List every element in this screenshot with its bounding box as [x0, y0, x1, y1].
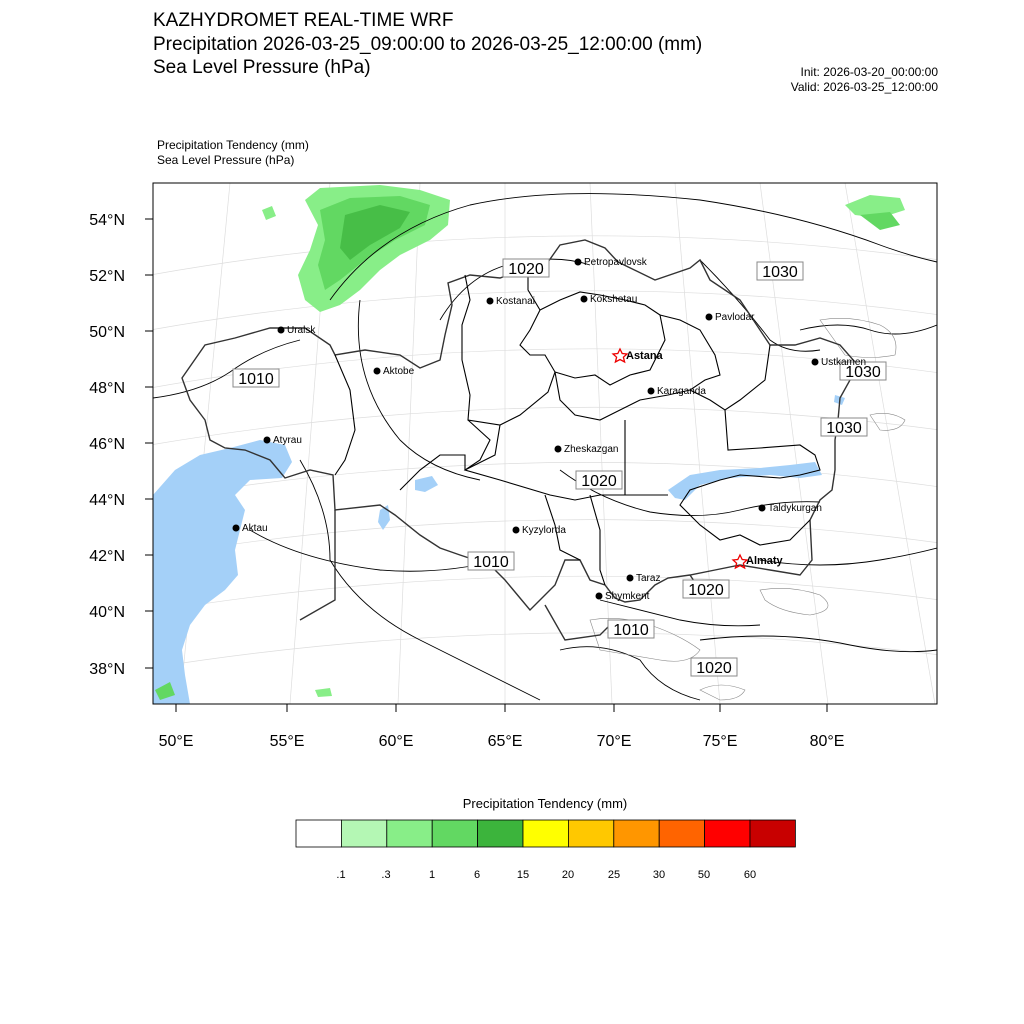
colorbar-box	[387, 820, 432, 847]
svg-text:Taraz: Taraz	[636, 573, 661, 584]
colorbar-box	[705, 820, 750, 847]
isobar-label	[821, 418, 867, 437]
svg-text:Ustkamen: Ustkamen	[821, 357, 867, 368]
lat-label: 48°N	[89, 380, 125, 397]
chart-title-line2: Precipitation 2026-03-25_09:00:00 to 2026-03-25_12:00:00 (mm)	[153, 34, 703, 55]
svg-text:1010: 1010	[473, 554, 509, 571]
lon-label: 80°E	[809, 733, 845, 750]
isobar-label	[691, 658, 737, 677]
colorbar-box	[614, 820, 659, 847]
lat-label: 40°N	[89, 604, 125, 621]
lat-label: 44°N	[89, 492, 125, 509]
lon-label: 60°E	[378, 733, 414, 750]
colorbar-label: 25	[607, 869, 621, 881]
svg-text:Shymkent: Shymkent	[605, 591, 650, 602]
svg-text:Karaganda: Karaganda	[657, 386, 706, 397]
city-taldykurgan	[759, 503, 822, 514]
init-time: Init: 2026-03-20_00:00:00	[800, 65, 938, 79]
svg-text:1020: 1020	[581, 473, 617, 490]
latitude-labels	[89, 212, 125, 678]
valid-time: Valid: 2026-03-25_12:00:00	[790, 80, 938, 94]
city-petropavlovsk	[575, 257, 648, 268]
svg-text:Zheskazgan: Zheskazgan	[564, 444, 619, 455]
chart-title-line3: Sea Level Pressure (hPa)	[153, 57, 371, 78]
lon-label: 50°E	[158, 733, 194, 750]
colorbar-box	[296, 820, 341, 847]
lat-label: 50°N	[89, 324, 125, 341]
colorbar-label: 6	[473, 869, 481, 881]
colorbar-box	[432, 820, 477, 847]
lat-label: 38°N	[89, 661, 125, 678]
svg-text:Atyrau: Atyrau	[273, 435, 302, 446]
svg-text:1030: 1030	[845, 364, 881, 381]
svg-text:1030: 1030	[826, 420, 862, 437]
svg-text:Petropavlovsk: Petropavlovsk	[584, 257, 647, 268]
svg-text:Kokshetau: Kokshetau	[590, 294, 638, 305]
colorbar-label: 50	[697, 869, 711, 881]
colorbar-label: 15	[516, 869, 530, 881]
colorbar-box	[478, 820, 523, 847]
isobar-label	[757, 262, 803, 281]
colorbar-box	[341, 820, 386, 847]
lat-label: 54°N	[89, 212, 125, 229]
colorbar-label: 1	[428, 869, 436, 881]
colorbar-label: .3	[381, 869, 391, 881]
colorbar-label: 20	[561, 869, 575, 881]
svg-text:Kostanai: Kostanai	[496, 296, 535, 307]
colorbar-boxes	[296, 820, 795, 847]
svg-text:1020: 1020	[696, 660, 732, 677]
colorbar-box	[750, 820, 795, 847]
colorbar-labels	[336, 869, 756, 881]
svg-text:Pavlodar: Pavlodar	[715, 312, 755, 323]
isobar-label	[576, 471, 622, 490]
svg-text:1020: 1020	[508, 261, 544, 278]
lon-label: 65°E	[487, 733, 523, 750]
longitude-labels	[159, 733, 845, 750]
svg-text:Aktobe: Aktobe	[383, 366, 415, 377]
svg-text:Astana: Astana	[626, 350, 663, 362]
city-karaganda	[648, 386, 707, 397]
svg-text:Almaty: Almaty	[746, 555, 783, 567]
svg-text:Kyzylorda: Kyzylorda	[522, 525, 566, 536]
colorbar-box	[568, 820, 613, 847]
lat-label: 42°N	[89, 548, 125, 565]
isobar-label	[683, 580, 729, 599]
svg-text:1010: 1010	[613, 622, 649, 639]
svg-text:1020: 1020	[688, 582, 724, 599]
lon-label: 55°E	[269, 733, 305, 750]
svg-text:Aktau: Aktau	[242, 523, 268, 534]
lat-label: 46°N	[89, 436, 125, 453]
map-subtitle-line1: Precipitation Tendency (mm)	[157, 138, 309, 152]
colorbar-title: Precipitation Tendency (mm)	[462, 796, 628, 811]
colorbar-box	[659, 820, 704, 847]
isobar-label	[233, 369, 279, 388]
city-zheskazgan	[555, 444, 619, 455]
colorbar-box	[523, 820, 568, 847]
isobar-label	[503, 259, 549, 278]
isobar-label	[608, 620, 654, 639]
isobar-label	[468, 552, 514, 571]
colorbar-label: 60	[743, 869, 757, 881]
lon-label: 70°E	[596, 733, 632, 750]
colorbar-label: .1	[336, 869, 346, 881]
lat-label: 52°N	[89, 268, 125, 285]
colorbar-label: 30	[652, 869, 666, 881]
svg-text:Uralsk: Uralsk	[287, 325, 316, 336]
svg-text:1010: 1010	[238, 371, 274, 388]
colorbar	[296, 796, 795, 881]
chart-title-line1: KAZHYDROMET REAL-TIME WRF	[153, 10, 454, 31]
svg-text:Taldykurgan: Taldykurgan	[768, 503, 822, 514]
lon-label: 75°E	[702, 733, 738, 750]
svg-text:1030: 1030	[762, 264, 798, 281]
map-subtitle-line2: Sea Level Pressure (hPa)	[157, 153, 295, 167]
